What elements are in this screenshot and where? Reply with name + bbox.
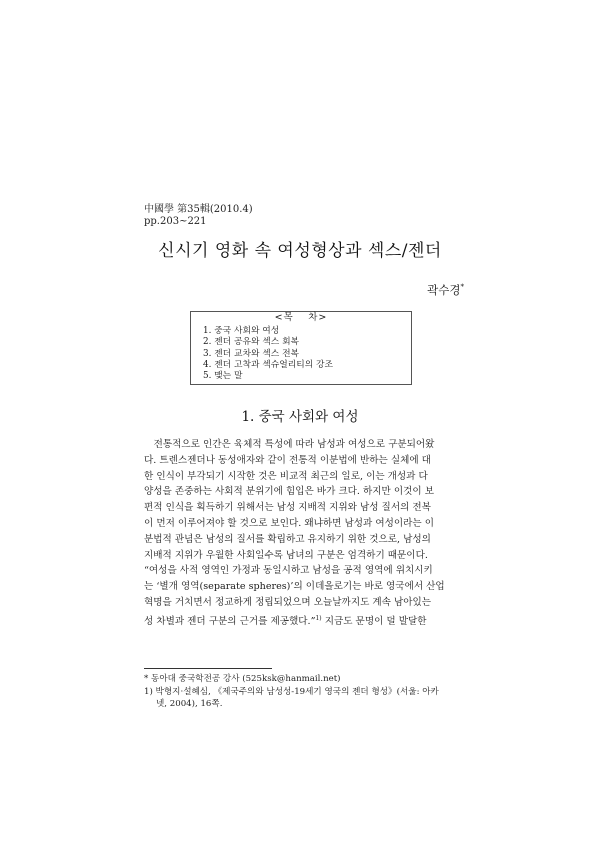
- journal-volume: 中國學 第35輯(2010.4): [144, 204, 253, 215]
- footnote-1-continued: 넷, 2004), 16쪽.: [156, 699, 223, 710]
- body-line: 분법적 관념은 남성의 질서를 확립하고 유지하기 위한 것으로, 남성의: [144, 533, 431, 545]
- body-line-last: [144, 611, 458, 630]
- toc-heading: <목 차>: [269, 312, 334, 323]
- toc-heading-wrap: [191, 305, 411, 324]
- footnote-1: 1) 박형지·설혜심, 《제국주의와 남성성-19세기 영국의 젠더 형성》(서울: 아카: [144, 686, 439, 697]
- paper-title: 신시기 영화 속 여성형상과 섹스/젠더: [158, 241, 442, 261]
- footnote-divider: [144, 668, 272, 669]
- body-line: 양성을 존중하는 사회적 분위기에 힘입은 바가 크다. 하지만 이것이 보: [144, 486, 434, 498]
- body-line-text: 성 차별과 젠더 구분의 근거를 제공했다.”: [144, 615, 316, 627]
- toc-item: 4. 젠더 고착과 섹슈얼리티의 강조: [203, 359, 334, 370]
- author-affiliation-note: * 동아대 중국학전공 강사 (525ksk@hanmail.net): [144, 674, 341, 684]
- body-line: 전통적으로 인간은 육체적 특성에 따라 남성과 여성으로 구분되어왔: [144, 439, 435, 450]
- body-line: 다. 트렌스젠더나 동성애자와 같이 전통적 이분법에 반하는 실체에 대: [144, 454, 431, 466]
- footnotes: [144, 673, 458, 711]
- body-paragraph: [144, 437, 458, 630]
- table-of-contents: [190, 311, 412, 385]
- body-line: “여성을 사적 영역인 가정과 동일시하고 남성을 공적 영역에 위치시키: [144, 565, 433, 577]
- body-line: 편적 인식을 획득하기 위해서는 남성 지배적 지위와 남성 질서의 전복: [144, 502, 431, 514]
- body-line: 혁명을 거치면서 정교하게 정립되었으며 오늘날까지도 계속 남아있는: [144, 596, 432, 608]
- toc-item: 5. 맺는 말: [203, 371, 243, 382]
- body-line: 지배적 지위가 우월한 사회일수록 남녀의 구분은 엄격하기 때문이다.: [144, 549, 428, 561]
- body-line: 이 먼저 이루어져야 할 것으로 보인다. 왜냐하면 남성과 여성이라는 이: [144, 517, 434, 529]
- author-byline: [427, 282, 464, 298]
- author-name: 곽수경: [427, 283, 461, 297]
- toc-item: 1. 중국 사회와 여성: [203, 326, 280, 336]
- journal-info: [144, 204, 253, 228]
- author-footnote-mark: *: [460, 283, 464, 292]
- toc-list: [203, 326, 333, 382]
- body-line: 는 ‘별개 영역(separate spheres)’의 이데올로기는 바로 영국에서 산업: [144, 581, 445, 593]
- section-heading: 1. 중국 사회와 여성: [241, 409, 359, 425]
- toc-item: 2. 젠더 공유와 섹스 회복: [203, 337, 300, 348]
- footnote-ref-1[interactable]: 1): [315, 614, 322, 622]
- toc-item: 3. 젠더 교차와 섹스 전복: [203, 348, 300, 359]
- body-line: 한 인식이 부각되기 시작한 것은 비교적 최근의 일로, 이는 개성과 다: [144, 470, 428, 482]
- body-line-tail: 지금도 문명이 덜 발달한: [321, 615, 427, 627]
- journal-pages: pp.203~221: [144, 216, 207, 227]
